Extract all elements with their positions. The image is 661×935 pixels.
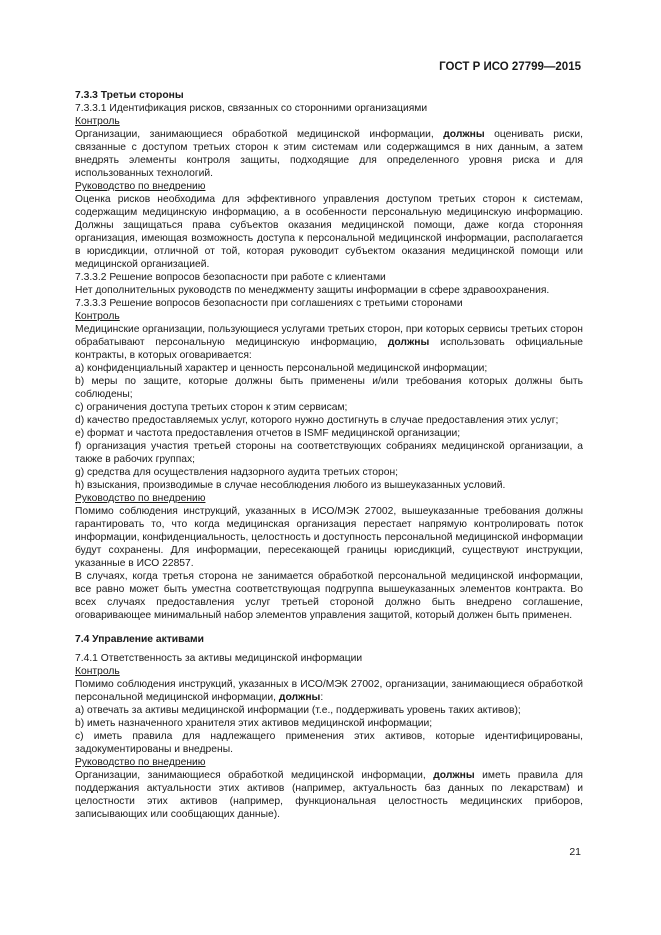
list-item: a) отвечать за активы медицинской информации (т.е., поддерживать уровень таких активов); xyxy=(75,705,521,716)
section-heading-7-4: 7.4 Управление активами xyxy=(75,634,205,645)
subsection-7-4-1: 7.4.1 Ответственность за активы медицинской информации xyxy=(75,653,363,664)
subsection-7-3-3-1: 7.3.3.1 Идентификация рисков, связанных со сторонними организациями xyxy=(75,103,428,114)
subsection-7-3-3-2: 7.3.3.2 Решение вопросов безопасности при работе с клиентами xyxy=(75,272,386,283)
list-item: g) средства для осуществления надзорного аудита третьих сторон; xyxy=(75,467,398,478)
guide-paragraph-3: Организации, занимающиеся обработкой медицинской информации, должны иметь правила для поддержания актуальности этих активов (например, актуальность баз данных по лекарствам) и целостности этих активов (например, функциональная целостность медицинских приборов, записывающих или сообщающих данные). xyxy=(75,770,583,820)
control-label-2: Контроль xyxy=(75,311,120,322)
list-item: b) иметь назначенного хранителя этих активов медицинской информации; xyxy=(75,718,433,729)
guide-label: Руководство по внедрению xyxy=(75,181,206,192)
list-item: h) взыскания, производимые в случае несоблюдения любого из вышеуказанных условий. xyxy=(75,480,506,491)
list-item: e) формат и частота предоставления отчетов в ISMF медицинской организации; xyxy=(75,428,461,439)
list-item: f) организация участия третьей стороны на соответствующих собраниях медицинской организации, а также в рабочих группах; xyxy=(75,441,583,465)
control-label-3: Контроль xyxy=(75,666,120,677)
subsection-7-3-3-2-text: Нет дополнительных руководств по менеджменту защиты информации в сфере здравоохранения. xyxy=(75,285,550,296)
subsection-7-3-3-3: 7.3.3.3 Решение вопросов безопасности при соглашениях с третьими сторонами xyxy=(75,298,463,309)
control-paragraph-3: Помимо соблюдения инструкций, указанных в ИСО/МЭК 27002, организации, занимающиеся обработкой персональной медицинской информации, должны: xyxy=(75,679,583,703)
list-item: b) меры по защите, которые должны быть применены и/или требования которых должны быть соблюдены; xyxy=(75,376,583,400)
guide-paragraph: Оценка рисков необходима для эффективного управления доступом третьих сторон к системам, содержащим медицинскую информацию, а в особенности персональную медицинскую информацию. Должны защищаться права субъектов оказания медицинской помощи, даже когда сторонняя организация, имеющая возможность доступа к персональной медицинской информации, располагается в юрисдикции, отличной от той, которая руководит субъектом оказания медицинской помощи или медицинской организацией. xyxy=(75,194,583,270)
control-paragraph-2: Медицинские организации, пользующиеся услугами третьих сторон, при которых сервисы третьих сторон обрабатывают персональную медицинскую информацию, должны использовать официальные контракты, в которых оговаривается: xyxy=(75,324,583,361)
page-number: 21 xyxy=(569,846,581,858)
list-item: a) конфиденциальный характер и ценность персональной медицинской информации; xyxy=(75,363,488,374)
control-label: Контроль xyxy=(75,116,120,127)
guide-paragraph-2b: В случаях, когда третья сторона не занимается обработкой персональной медицинской информации, все равно может быть уместна соответствующая подгруппа вышеуказанных элементов контракта. Во всех случаях предоставления услуг третьей стороной должно быть внедрено соглашение, оговаривающее минимальный набор элементов управления защитой, который должен быть применен. xyxy=(75,571,583,621)
list-item: c) ограничения доступа третьих сторон к этим сервисам; xyxy=(75,402,348,413)
section-heading-7-3-3: 7.3.3 Третьи стороны xyxy=(75,90,184,101)
list-item: d) качество предоставляемых услуг, которого нужно достигнуть в случае предоставления этих услуг; xyxy=(75,415,559,426)
guide-label-3: Руководство по внедрению xyxy=(75,757,206,768)
guide-label-2: Руководство по внедрению xyxy=(75,493,206,504)
control-paragraph: Организации, занимающиеся обработкой медицинской информации, должны оценивать риски, связанные с доступом третьих сторон к этим системам или содержащимся в них данным, а затем внедрять элементы контроля защиты, подходящие для определенного уровня риска и для использованных технологий. xyxy=(75,129,583,179)
guide-paragraph-2a: Помимо соблюдения инструкций, указанных в ИСО/МЭК 27002, вышеуказанные требования должны гарантировать то, что когда медицинская организация перестает напрямую контролировать поток информации, конфиденциальность, целостность и доступность персональной медицинской информации будут сохранены. Для информации, пересекающей границы юрисдикций, существуют инструкции, указанные в ИСО 22857. xyxy=(75,506,583,569)
document-standard-id: ГОСТ Р ИСО 27799—2015 xyxy=(439,61,581,73)
list-item: c) иметь правила для надлежащего применения этих активов, которые идентифицированы, задокументированы и внедрены. xyxy=(75,731,583,755)
page-content xyxy=(75,89,583,821)
